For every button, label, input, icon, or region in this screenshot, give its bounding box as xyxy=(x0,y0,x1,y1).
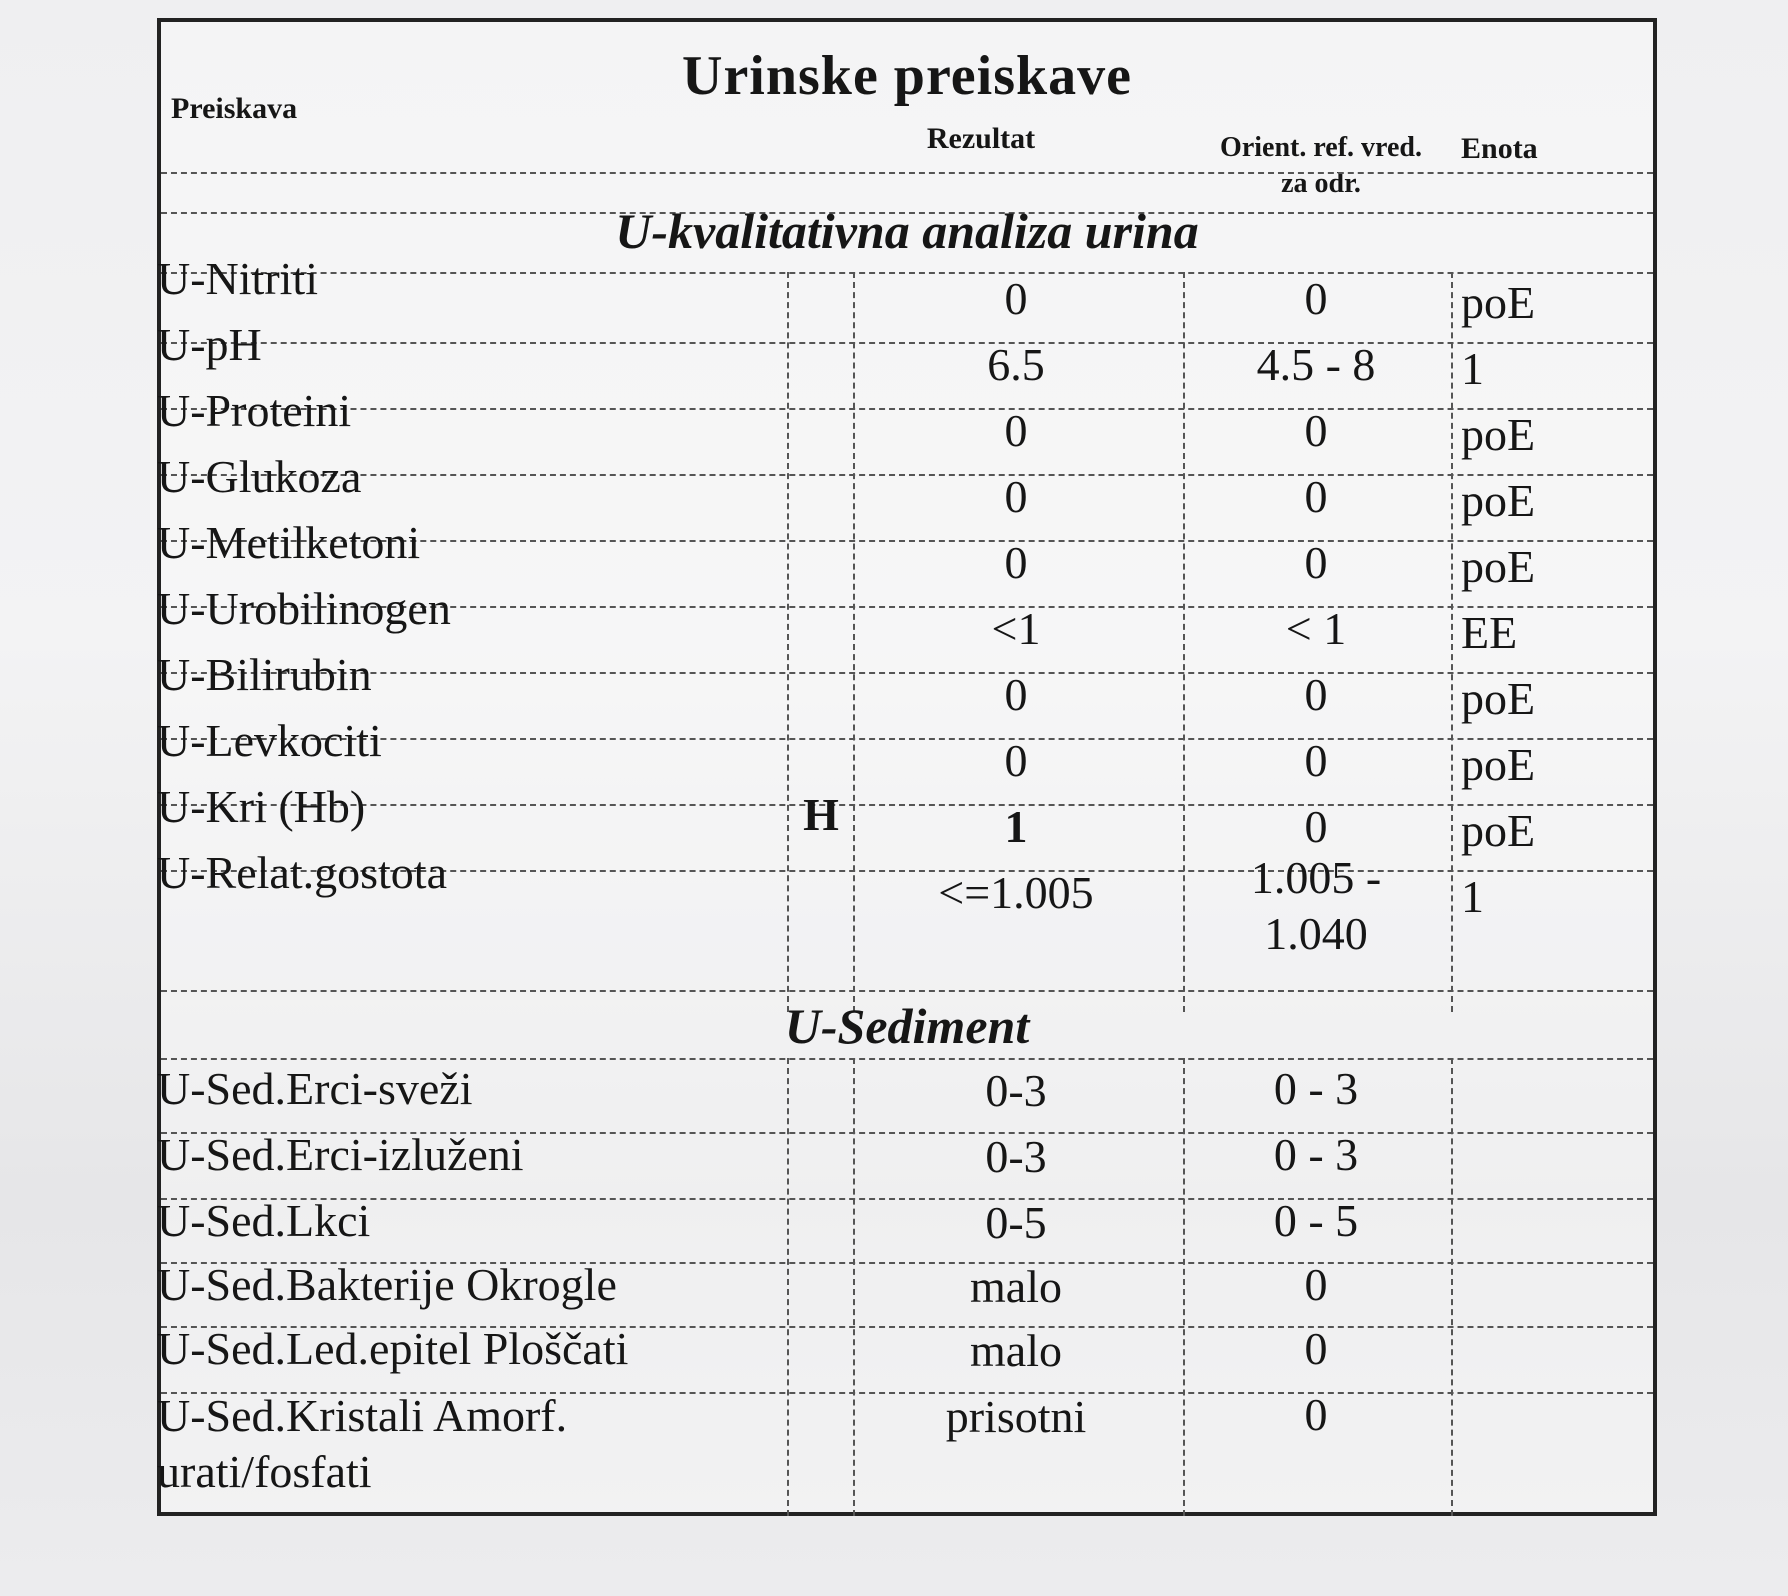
reference-line2: 1.040 xyxy=(1264,908,1368,959)
table-row xyxy=(157,1194,1653,1260)
test-name: U-Levkociti xyxy=(157,715,382,766)
table-row xyxy=(157,450,1653,526)
test-name: U-Sed.Lkci xyxy=(157,1195,371,1246)
test-name: U-Nitriti xyxy=(157,253,318,304)
column-header-test: Preiskava xyxy=(171,92,298,125)
header-divider xyxy=(161,172,1653,174)
table-row xyxy=(157,714,1653,790)
reference-value: 0 xyxy=(1304,405,1328,456)
result-value: 0 xyxy=(1004,537,1028,588)
reference-value: < 1 xyxy=(1285,603,1347,654)
reference-header-line1: Orient. ref. vred. xyxy=(1220,132,1422,163)
table-row xyxy=(157,1062,1653,1128)
result-value: 0-3 xyxy=(985,1131,1047,1182)
test-name: U-Sed.Erci-izluženi xyxy=(157,1129,524,1180)
unit-value: poE xyxy=(1461,805,1536,856)
test-name: U-Proteini xyxy=(157,385,352,436)
unit-value: poE xyxy=(1461,541,1536,592)
section-title-qualitative: U-kvalitativna analiza urina xyxy=(615,203,1199,259)
table-row xyxy=(157,1322,1653,1388)
table-row xyxy=(157,1128,1653,1194)
reference-value: 0 xyxy=(1304,1389,1328,1440)
table-row xyxy=(157,846,1653,986)
test-name: U-Relat.gostota xyxy=(157,847,447,898)
result-value: 0 xyxy=(1004,273,1028,324)
table-row xyxy=(157,1258,1653,1324)
result-value: <=1.005 xyxy=(938,867,1094,918)
table-row xyxy=(157,648,1653,724)
result-value: malo xyxy=(970,1261,1062,1312)
unit-value: poE xyxy=(1461,673,1536,724)
reference-value: 0 xyxy=(1304,801,1328,852)
test-name: U-Sed.Led.epitel Ploščati xyxy=(157,1323,629,1374)
column-header-reference xyxy=(1191,130,1451,202)
test-name: U-Glukoza xyxy=(157,451,362,502)
table-row xyxy=(157,384,1653,460)
reference-value: 0 - 3 xyxy=(1273,1063,1359,1114)
result-value: 1 xyxy=(1004,801,1028,852)
reference-value: 0 xyxy=(1304,1259,1328,1310)
section-title-sediment: U-Sediment xyxy=(784,998,1030,1054)
result-value: 0 xyxy=(1004,669,1028,720)
reference-value: 0 - 5 xyxy=(1273,1195,1359,1246)
result-value: 0 xyxy=(1004,735,1028,786)
unit-value: poE xyxy=(1461,739,1536,790)
unit-value: 1 xyxy=(1461,871,1484,922)
table-row xyxy=(157,318,1653,394)
reference-value: 0 xyxy=(1304,669,1328,720)
result-value: 0 xyxy=(1004,405,1028,456)
result-value: 0-3 xyxy=(985,1065,1047,1116)
unit-value: 1 xyxy=(1461,343,1484,394)
result-value: 0 xyxy=(1004,471,1028,522)
result-value: prisotni xyxy=(945,1391,1087,1442)
reference-line1: 1.005 - xyxy=(1250,852,1382,903)
test-name: U-Bilirubin xyxy=(157,649,372,700)
test-name: U-Metilketoni xyxy=(157,517,421,568)
reference-value: 0 xyxy=(1304,471,1328,522)
reference-value: 0 xyxy=(1304,537,1328,588)
reference-value xyxy=(1181,850,1451,962)
report-title: Urinske preiskave xyxy=(682,45,1132,107)
table-row xyxy=(157,516,1653,592)
unit-value: poE xyxy=(1461,409,1536,460)
test-name-line2: urati/fosfati xyxy=(157,1446,372,1497)
test-name: U-Sed.Erci-sveži xyxy=(157,1063,473,1114)
unit-value: poE xyxy=(1461,475,1536,526)
test-name xyxy=(157,1388,567,1500)
result-value: 0-5 xyxy=(985,1197,1047,1248)
table-row xyxy=(157,252,1653,328)
unit-value: EE xyxy=(1461,607,1518,658)
reference-value: 0 xyxy=(1304,273,1328,324)
test-name: U-pH xyxy=(157,319,262,370)
unit-value: poE xyxy=(1461,277,1536,328)
reference-header-line2: za odr. xyxy=(1281,168,1361,199)
test-name-line1: U-Sed.Kristali Amorf. xyxy=(157,1390,568,1441)
test-name: U-Urobilinogen xyxy=(157,583,451,634)
reference-value: 0 xyxy=(1304,1323,1328,1374)
reference-value: 0 - 3 xyxy=(1273,1129,1359,1180)
table-row xyxy=(157,582,1653,658)
reference-value: 4.5 - 8 xyxy=(1256,339,1376,390)
column-header-unit: Enota xyxy=(1461,132,1538,165)
test-name: U-Kri (Hb) xyxy=(157,781,366,832)
result-value: malo xyxy=(970,1325,1062,1376)
table-row xyxy=(157,780,1653,856)
lab-report xyxy=(157,18,1657,1516)
table-row xyxy=(157,1388,1653,1516)
flag-indicator: H xyxy=(803,789,839,840)
column-header-result: Rezultat xyxy=(926,122,1036,155)
result-value: <1 xyxy=(991,603,1041,654)
result-value: 6.5 xyxy=(987,339,1045,390)
reference-value: 0 xyxy=(1304,735,1328,786)
row-divider xyxy=(161,990,1653,992)
section-divider xyxy=(161,1058,1653,1060)
test-name: U-Sed.Bakterije Okrogle xyxy=(157,1259,617,1310)
